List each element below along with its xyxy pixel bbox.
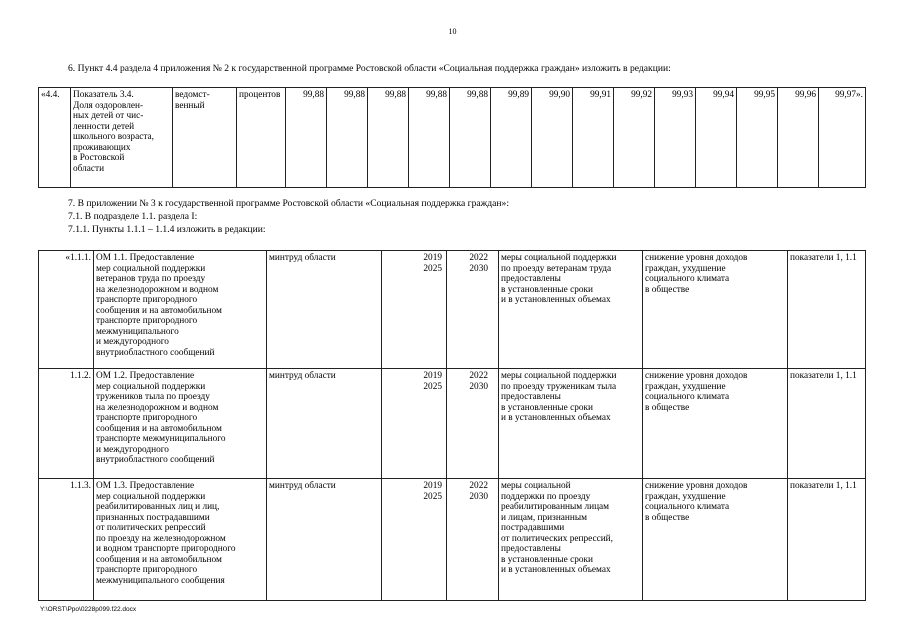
value-cell: 99,88 — [450, 88, 491, 188]
paragraph-7: 7. В приложении № 3 к государственной программе Ростовской области «Социальная поддержка граждан»: — [68, 198, 510, 209]
value-cell: 99,88 — [327, 88, 368, 188]
value-cell: 99,93 — [655, 88, 696, 188]
value-cell: 99,89 — [491, 88, 532, 188]
value-cell: 99,96 — [778, 88, 819, 188]
start-year: 2019 2025 — [382, 251, 447, 369]
indicator-row — [39, 88, 866, 188]
end-year: 2022 2030 — [447, 479, 499, 601]
value-cell: 99,97». — [819, 88, 866, 188]
indicator-link: показатели 1, 1.1 — [788, 479, 866, 601]
indicator-link: показатели 1, 1.1 — [788, 369, 866, 479]
page-number: 10 — [448, 27, 457, 36]
value-cell: 99,92 — [614, 88, 655, 188]
consequence: снижение уровня доходов граждан, ухудшение социального климата в обществе — [643, 479, 788, 601]
start-year: 2019 2025 — [382, 369, 447, 479]
value-cell: 99,88 — [409, 88, 450, 188]
expected-result: меры социальной поддержки по проезду труженикам тыла предоставлены в установленные сроки и в установленных объемах — [499, 369, 643, 479]
consequence: снижение уровня доходов граждан, ухудшение социального климата в обществе — [643, 369, 788, 479]
start-year: 2019 2025 — [382, 479, 447, 601]
measure-name: ОМ 1.2. Предоставление мер социальной поддержки тружеников тыла по проезду на железнодорожном и водном транспорте пригородного сообщения и на автомобильном транспорте межмуниципального и междугородного внутриобластного сообщений — [94, 369, 267, 479]
paragraph-6: 6. Пункт 4.4 раздела 4 приложения № 2 к государственной программе Ростовской области «Социальная поддержка граждан» изложить в редакции: — [68, 63, 671, 74]
table-row — [39, 479, 866, 601]
paragraph-7-1-1: 7.1.1. Пункты 1.1.1 – 1.1.4 изложить в редакции: — [68, 224, 266, 235]
row-number: «4.4. — [39, 88, 71, 188]
file-path-footer: Y:\ORST\Ppo\0228p099.f22.docx — [40, 606, 137, 613]
row-number: 1.1.3. — [39, 479, 94, 601]
end-year: 2022 2030 — [447, 251, 499, 369]
value-cell: 99,90 — [532, 88, 573, 188]
value-cell: 99,94 — [696, 88, 737, 188]
row-number: «1.1.1. — [39, 251, 94, 369]
value-cell: 99,88 — [368, 88, 409, 188]
indicator-type: ведомст- венный — [173, 88, 237, 188]
value-cell: 99,91 — [573, 88, 614, 188]
expected-result: меры социальной поддержки по проезду реабилитированным лицам и лицам, признанным пострадавшими от политических репрессий, предоставлены в установленные сроки и в установленных объемах — [499, 479, 643, 601]
indicator-name: Показатель 3.4. Доля оздоровлен- ных детей от чис- ленности детей школьного возраста, проживающих в Ростовской области — [71, 88, 173, 188]
unit: процентов — [237, 88, 286, 188]
indicator-table — [38, 87, 866, 188]
measure-name: ОМ 1.1. Предоставление мер социальной поддержки ветеранов труда по проезду на железнодорожном и водном транспорте пригородного сообщения и на автомобильном транспорте пригородного межмуниципального и междугородного внутриобластного сообщений — [94, 251, 267, 369]
row-number: 1.1.2. — [39, 369, 94, 479]
value-cell: 99,88 — [286, 88, 327, 188]
measures-table — [38, 250, 866, 601]
value-cell: 99,95 — [737, 88, 778, 188]
executor: минтруд области — [267, 369, 382, 479]
measure-name: ОМ 1.3. Предоставление мер социальной поддержки реабилитированных лиц и лиц, признанных пострадавшими от политических репрессий по проезду на железнодорожном и водном транспорте пригородного сообщения и на автомобильном транспорте пригородного межмуниципального сообщения — [94, 479, 267, 601]
table-row — [39, 369, 866, 479]
expected-result: меры социальной поддержки по проезду ветеранам труда предоставлены в установленные сроки и в установленных объемах — [499, 251, 643, 369]
paragraph-7-1: 7.1. В подразделе 1.1. раздела I: — [68, 211, 198, 222]
table-row — [39, 251, 866, 369]
executor: минтруд области — [267, 479, 382, 601]
indicator-link: показатели 1, 1.1 — [788, 251, 866, 369]
consequence: снижение уровня доходов граждан, ухудшение социального климата в обществе — [643, 251, 788, 369]
end-year: 2022 2030 — [447, 369, 499, 479]
executor: минтруд области — [267, 251, 382, 369]
